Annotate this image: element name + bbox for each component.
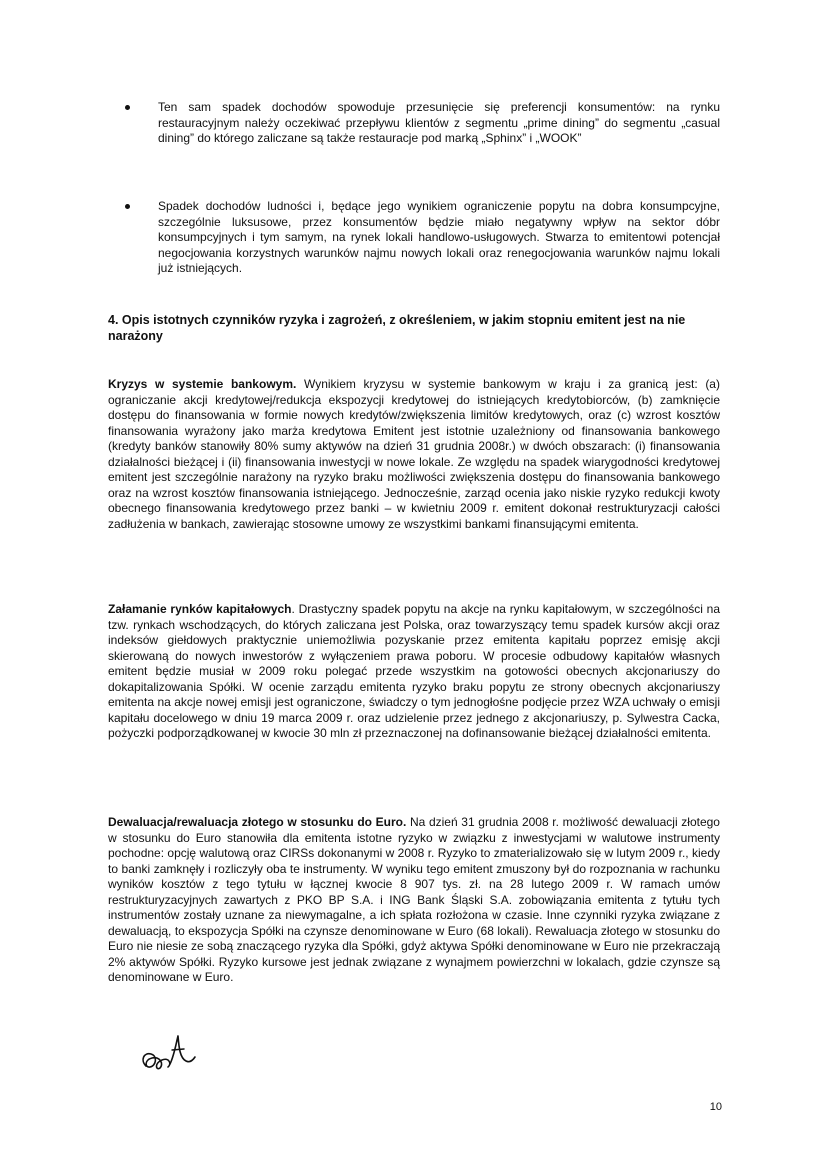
paragraph-body: Wynikiem kryzysu w systemie bankowym w kraju i za granicą jest: (a) ograniczanie akcji kredytowej/redukcja ekspozycji kredytowej do istniejących kredytobiorców, (b) zamknięcie dostępu do finansowania w formie nowych kredytów/zwiększenia limitów kredytowych, oraz (c) wzrost kosztów finansowania wyrażony jako marża kredytowa Emitent jest istotnie uzależniony od finansowania bankowego (kredyty banków stanowiły 80% sumy aktywów na dzień 31 grudnia 2008r.) w dwóch obszarach: (i) finansowania działalności bieżącej i (ii) finansowania inwestycji w nowe lokale. Ze względu na spadek wiarygodności kredytowej emitent jest szczególnie narażony na ryzyko braku możliwości zwiększenia dostępu do finansowania bankowego oraz na wzrost kosztów finansowania istniejącego. Jednocześnie, zarząd ocenia jako niskie ryzyko redukcji kwoty obecnego finansowania kredytowego przez banki – w kwietniu 2009 r. emitent dokonał restrukturyzacji całości zadłużenia w bankach, zawierając stosowne umowy ze wszystkimi bankami finansującymi emitenta. [108,377,720,531]
paragraph-lead: Dewaluacja/rewaluacja złotego w stosunku do Euro. [108,815,407,829]
paragraph-lead: Kryzys w systemie bankowym. [108,377,297,391]
bullet-dot [125,204,130,209]
page-number: 10 [709,1101,722,1113]
bullet-item-2 [125,199,720,277]
handwritten-signature [138,1030,198,1076]
paragraph-lead: Załamanie rynków kapitałowych [108,602,292,616]
bullet-text-1: Ten sam spadek dochodów spowoduje przesunięcie się preferencji konsumentów: na rynku restauracyjnym należy oczekiwać przepływu klientów z segmentu „prime dining” do segmentu „casual dining” do którego zaliczane są także restauracje pod marką „Sphinx” i „WOOK” [158,100,720,145]
paragraph-body: . Drastyczny spadek popytu na akcje na rynku kapitałowym, w szczególności na tzw. rynkach wschodzących, do których zaliczana jest Polska, oraz towarzyszący temu spadek kursów akcji oraz indeksów giełdowych praktycznie uniemożliwia pozyskanie przez emitenta kapitału poprzez emisję akcji skierowaną do nowych inwestorów z wyłączeniem prawa poboru. W procesie odbudowy kapitałów własnych emitent będzie musiał w 2009 roku polegać przede wszystkim na gotowości obecnych akcjonariuszy do dokapitalizowania Spółki. W ocenie zarządu emitenta ryzyko braku popytu ze strony obecnych akcjonariuszy emitenta na akcje nowej emisji jest ograniczone, świadczy o tym jednogłośne podjęcie przez WZA uchwały o emisji kapitału docelowego w dniu 19 marca 2009 r. oraz udzielenie przez jednego z akcjonariuszy, p. Sylwestra Cacka, pożyczki podporządkowanej w kwocie 30 mln zł przeznaczonej na dofinansowanie bieżącej działalności emitenta. [108,602,721,740]
paragraph-currency-risk [108,815,720,986]
paragraph-capital-markets [108,602,720,742]
bullet-text-2: Spadek dochodów ludności i, będące jego wynikiem ograniczenie popytu na dobra konsumpcyjne, szczególnie luksusowe, przez konsumentów będzie miało negatywny wpływ na sektor dóbr konsumpcyjnych i tym samym, na rynek lokali handlowo-usługowych. Stwarza to emitentowi potencjał negocjowania korzystnych warunków najmu nowych lokali oraz renegocjowania warunków najmu lokali już istniejących. [158,199,720,275]
bullet-dot [125,105,130,110]
paragraph-banking-crisis [108,377,720,532]
paragraph-body: Na dzień 31 grudnia 2008 r. możliwość dewaluacji złotego w stosunku do Euro stanowiła dla emitenta istotne ryzyko w związku z inwestycjami w walutowe instrumenty pochodne: opcję walutową oraz CIRSs dokonanymi w 2008 r. Ryzyko to zmaterializowało się w lutym 2009 r., kiedy to banki zamknęły i rozliczyły oba te instrumenty. W wyniku tego emitent zmuszony był do rozpoznania w rachunku wyników kosztów z tego tytułu w łącznej kwocie 8 907 tys. zł. na 28 lutego 2009 r. W ramach umów restrukturyzacyjnych zawartych z PKO BP S.A. i ING Bank Śląski S.A. zobowiązania emitenta z tytułu tych instrumentów zostały uznane za niewymagalne, a ich spłata rozłożona w czasie. Inne czynniki ryzyka związane z dewaluacją, to ekspozycja Spółki na czynsze denominowane w Euro (68 lokali). Rewaluacja złotego w stosunku do Euro nie niesie ze sobą znaczącego ryzyka dla Spółki, gdyż aktywa Spółki denominowane w Euro nie przekraczają 2% aktywów Spółki. Ryzyko kursowe jest jednak związane z wynajmem powierzchni w lokalach, gdzie czynsze są denominowane w Euro. [108,815,720,984]
section-heading: 4. Opis istotnych czynników ryzyka i zagrożeń, z określeniem, w jakim stopniu emitent jest na nie narażony [108,313,686,343]
bullet-item-1 [125,100,720,147]
